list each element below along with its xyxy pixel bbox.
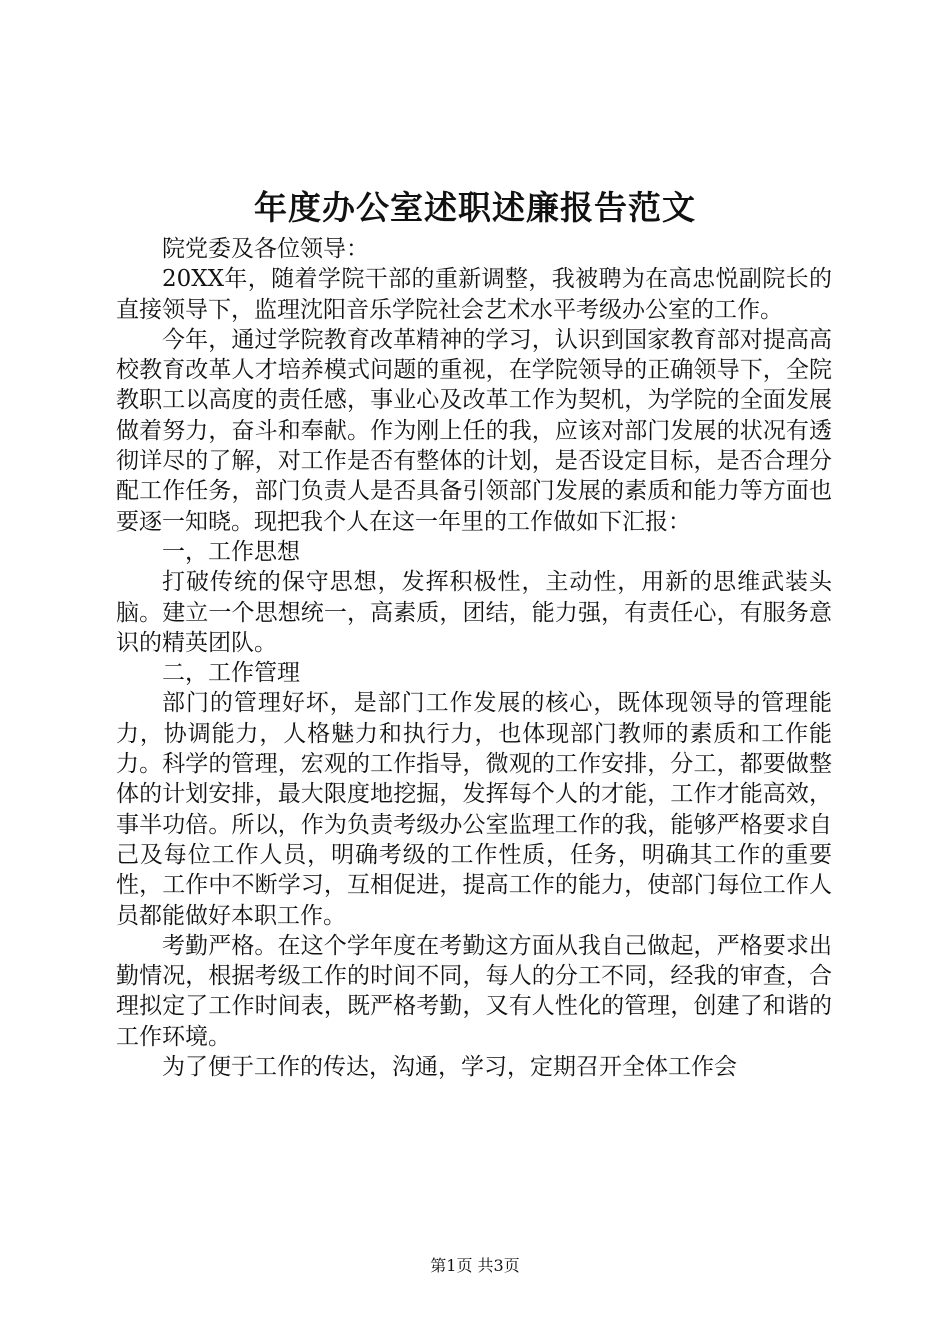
- section-heading: 一，工作思想: [162, 538, 300, 565]
- page-number-footer: 第1页 共3页: [430, 1256, 520, 1275]
- paragraph: 为了便于工作的传达，沟通，学习，定期召开全体工作会: [162, 1054, 737, 1081]
- salutation: 院党委及各位领导：: [162, 236, 369, 262]
- document-title: 年度办公室述职述廉报告范文: [254, 188, 696, 227]
- document-body: [116, 234, 832, 1082]
- paragraph: 20XX年，随着学院干部的重新调整，我被聘为在高忠悦副院长的直接领导下，监理沈阳音乐学院社会艺术水平考级办公室的工作。: [116, 266, 832, 323]
- section-heading: 二，工作管理: [162, 660, 300, 687]
- paragraph: 考勤严格。在这个学年度在考勤这方面从我自己做起，严格要求出勤情况，根据考级工作的时间不同，每人的分工不同，经我的审查，合理拟定了工作时间表，既严格考勤，又有人性化的管理，创建了和谐的工作环境。: [116, 932, 832, 1050]
- paragraph: 部门的管理好坏，是部门工作发展的核心，既体现领导的管理能力，协调能力，人格魅力和执行力，也体现部门教师的素质和工作能力。科学的管理，宏观的工作指导，微观的工作安排，分工，都要做整体的计划安排，最大限度地挖掘，发挥每个人的才能，工作才能高效，事半功倍。所以，作为负责考级办公室监理工作的我，能够严格要求自己及每位工作人员，明确考级的工作性质，任务，明确其工作的重要性，工作中不断学习，互相促进，提高工作的能力，使部门每位工作人员都能做好本职工作。: [116, 690, 832, 929]
- paragraph: 打破传统的保守思想，发挥积极性，主动性，用新的思维武装头脑。建立一个思想统一，高素质，团结，能力强，有责任心，有服务意识的精英团队。: [116, 569, 832, 656]
- paragraph: 今年，通过学院教育改革精神的学习，认识到国家教育部对提高高校教育改革人才培养模式问题的重视，在学院领导的正确领导下，全院教职工以高度的责任感，事业心及改革工作为契机，为学院的全面发展做着努力，奋斗和奉献。作为刚上任的我，应该对部门发展的状况有透彻详尽的了解，对工作是否有整体的计划，是否设定目标，是否合理分配工作任务，部门负责人是否具备引领部门发展的素质和能力等方面也要逐一知晓。现把我个人在这一年里的工作做如下汇报：: [116, 326, 832, 535]
